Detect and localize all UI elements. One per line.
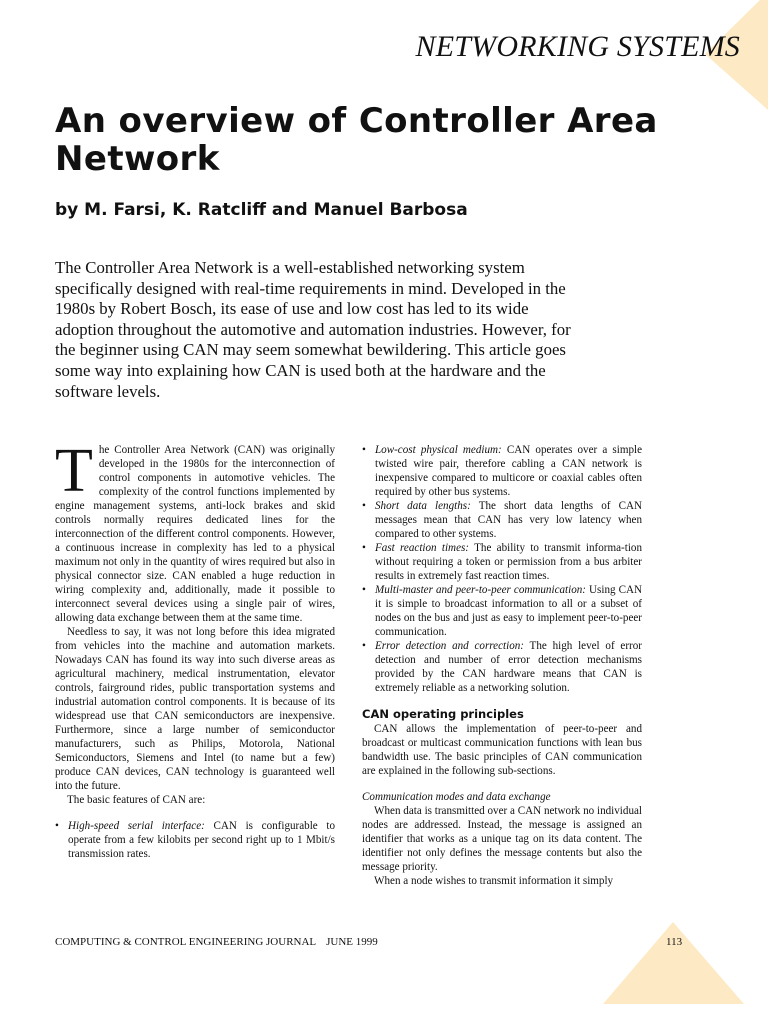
list-item-term: Error detection and correction: bbox=[375, 640, 524, 652]
author-byline: by M. Farsi, K. Ratcliff and Manuel Barbosa bbox=[55, 200, 468, 220]
bullet-icon: • bbox=[362, 584, 366, 596]
bullet-icon: • bbox=[55, 820, 59, 832]
continuation-paragraph: When a node wishes to transmit information it simply bbox=[374, 875, 614, 887]
list-item bbox=[362, 583, 642, 639]
list-item-text: Using CAN it is simple to broadcast information to all or a subset of nodes on the bus and just as easy to implement peer-to-peer communication. bbox=[375, 584, 642, 638]
list-item-text: CAN is configurable to operate from a few kilobits per second right up to 1 Mbit/s transmission rates. bbox=[68, 820, 335, 860]
list-item-text: CAN operates over a simple twisted wire pair, therefore cabling a CAN network is inexpensive compared to multicore or coaxial cables often required by other bus systems. bbox=[375, 444, 642, 498]
bullet-icon: • bbox=[362, 640, 366, 652]
feature-list-left bbox=[55, 819, 335, 861]
paragraph-2: Needless to say, it was not long before this idea migrated from vehicles into the machine and automation markets. Nowadays CAN has found its way into such diverse areas as agricultural machinery, medical instrumentation, elevator controls, fairground rides, public transportation systems and industrial automation control components. It is because of its widespread use that CAN semiconductors are inexpensive. Furthermore, since a large number of semiconductor manufacturers, such as Philips, Motorola, National Semiconductors, Siemens and Intel (to name but a few) produce CAN devices, CAN technology is guaranteed well into the future. bbox=[55, 626, 335, 792]
paragraph-3: The basic features of CAN are: bbox=[67, 794, 206, 806]
list-item-term: High-speed serial interface: bbox=[68, 820, 205, 832]
left-column bbox=[55, 437, 335, 861]
list-item-text: The short data lengths of CAN messages mean that CAN has very low latency when compared to other systems. bbox=[375, 500, 642, 540]
intro-text: he Controller Area Network (CAN) was originally developed in the 1980s for the interconnection of control components in automotive vehicles. The complexity of the control functions implemented by engine management systems, anti-lock brakes and skid controls normally requires dedicated lines for the interconnection of the different control components. However, a continuous increase in complexity has led to a physical maximum not only in the quantity of wires required but also in physical connector size. CAN enabled a huge reduction in wiring complexity and, additionally, made it possible to interconnect several devices using a single pair of wires, allowing data exchange between them at the same time. bbox=[55, 444, 335, 624]
list-item bbox=[362, 443, 642, 499]
issue-date: JUNE 1999 bbox=[326, 936, 378, 948]
bullet-icon: • bbox=[362, 444, 366, 456]
list-item bbox=[362, 639, 642, 695]
abstract: The Controller Area Network is a well-established networking system specifically designed with real-time requirements in mind. Developed in the 1980s by Robert Bosch, its ease of use and low cost has led to its wide adoption throughout the automotive and automation industries. However, for the beginner using CAN may seem somewhat bewildering. This article goes some way into explaining how CAN is used both at the hardware and the software levels. bbox=[55, 258, 571, 401]
drop-cap: T bbox=[55, 437, 93, 505]
list-item bbox=[362, 541, 642, 583]
corner-triangle-bottom bbox=[603, 922, 744, 1004]
page-number: 113 bbox=[666, 936, 683, 948]
list-item bbox=[362, 499, 642, 541]
subsection-heading: Communication modes and data exchange bbox=[362, 791, 551, 803]
principles-paragraph: CAN allows the implementation of peer-to-peer and broadcast or multicast communication functions with lean bus bandwidth use. The basic principles of CAN communication are explained in the following sub-sections. bbox=[362, 723, 642, 777]
section-heading: CAN operating principles bbox=[362, 707, 524, 721]
intro-paragraph bbox=[55, 437, 335, 625]
journal-name: COMPUTING & CONTROL ENGINEERING JOURNAL bbox=[55, 936, 317, 948]
section-header: NETWORKING SYSTEMS bbox=[415, 30, 740, 63]
list-item-term: Low-cost physical medium: bbox=[375, 444, 502, 456]
right-column bbox=[362, 443, 642, 888]
feature-list-right bbox=[362, 443, 642, 695]
list-item-text: The high level of error detection and number of error detection mechanisms provided by the CAN hardware means that CAN is extremely reliable as a networking solution. bbox=[375, 640, 642, 694]
list-item-term: Fast reaction times: bbox=[375, 542, 470, 554]
list-item-term: Short data lengths: bbox=[375, 500, 471, 512]
list-item-term: Multi-master and peer-to-peer communication: bbox=[375, 584, 586, 596]
modes-paragraph: When data is transmitted over a CAN network no individual nodes are addressed. Instead, the message is assigned an identifier that works as a unique tag on its data content. The identifier not only defines the message contents but also the message priority. bbox=[362, 805, 642, 873]
bullet-icon: • bbox=[362, 542, 366, 554]
article-title: An overview of Controller Area Network bbox=[55, 101, 658, 179]
list-item bbox=[55, 819, 335, 861]
list-item-text: The ability to transmit informa-tion without requiring a token or permission from a bus arbiter results in extremely fast reaction times. bbox=[375, 542, 642, 582]
bullet-icon: • bbox=[362, 500, 366, 512]
page-footer bbox=[55, 936, 378, 948]
